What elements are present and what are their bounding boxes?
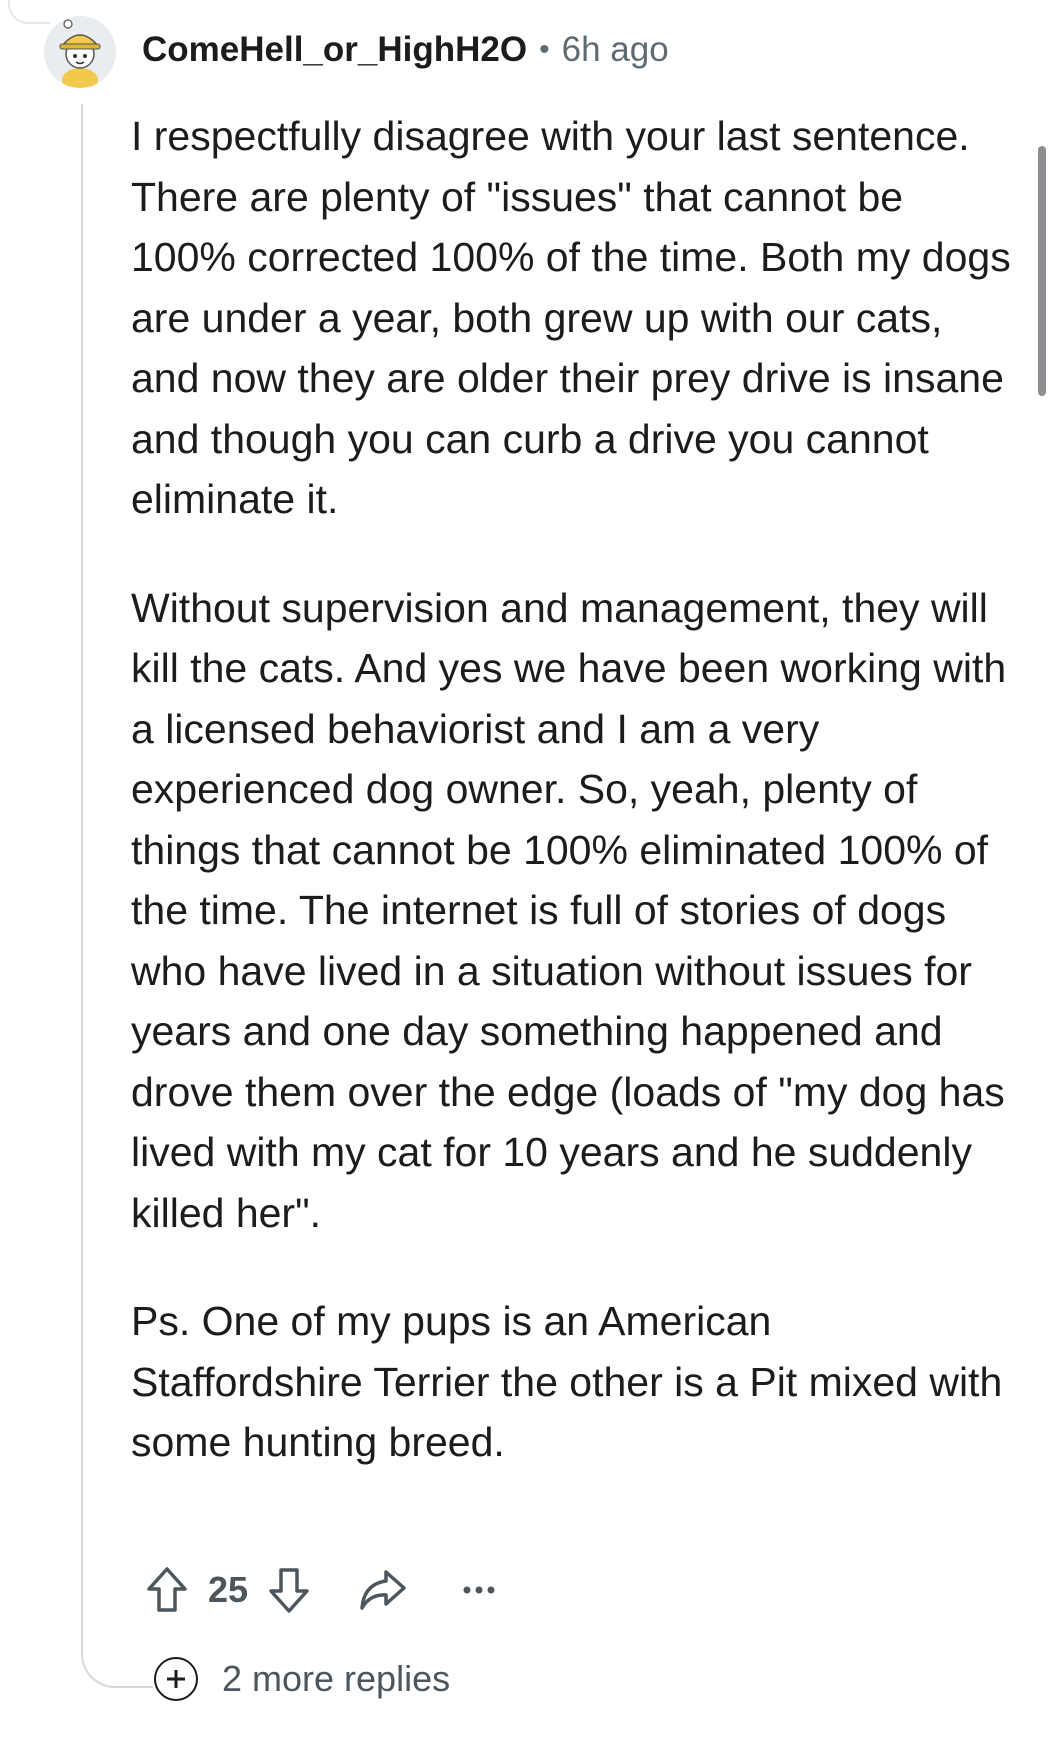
more-options-icon	[459, 1584, 499, 1596]
comment-actions	[140, 1560, 506, 1620]
more-replies-label: 2 more replies	[222, 1658, 451, 1699]
comment-paragraph: Without supervision and management, they will kill the cats. And yes we have been working with a licensed behaviorist and I am a very experienced dog owner. So, yeah, plenty of things that cannot be 100% eliminated 100% of the time. The internet is full of stories of dogs who have lived in a situation without issues for years and one day something happened and drove them over the edge (loads of "my dog has lived with my cat for 10 years and he suddenly killed her".	[131, 584, 1007, 1236]
more-options-button[interactable]	[452, 1563, 506, 1617]
share-icon	[358, 1568, 408, 1612]
username-link[interactable]: ComeHell_or_HighH2O	[142, 30, 528, 69]
more-replies-button[interactable]	[154, 1657, 450, 1701]
downvote-button[interactable]	[262, 1563, 316, 1617]
meta-separator: •	[539, 33, 550, 66]
comment-body	[131, 106, 1011, 1473]
plus-circle-icon	[154, 1657, 198, 1701]
share-button[interactable]	[356, 1563, 410, 1617]
scrollbar[interactable]	[1038, 146, 1046, 396]
comment-header	[142, 26, 669, 74]
comment-paragraph: Ps. One of my pups is an American Staffordshire Terrier the other is a Pit mixed with some hunting breed.	[131, 1298, 1003, 1465]
timestamp: 6h ago	[561, 30, 669, 69]
downvote-icon	[267, 1566, 311, 1614]
parent-thread-line	[8, 0, 50, 24]
user-avatar[interactable]	[44, 16, 116, 88]
comment-paragraph: I respectfully disagree with your last sentence. There are plenty of "issues" that cannot be 100% corrected 100% of the time. Both my dogs are under a year, both grew up with our cats, and now they are older their prey drive is insane and though you can curb a drive you cannot eliminate it.	[131, 113, 1011, 522]
upvote-button[interactable]	[140, 1563, 194, 1617]
upvote-icon	[145, 1566, 189, 1614]
avatar-icon	[44, 16, 116, 88]
vote-score: 25	[208, 1569, 249, 1610]
